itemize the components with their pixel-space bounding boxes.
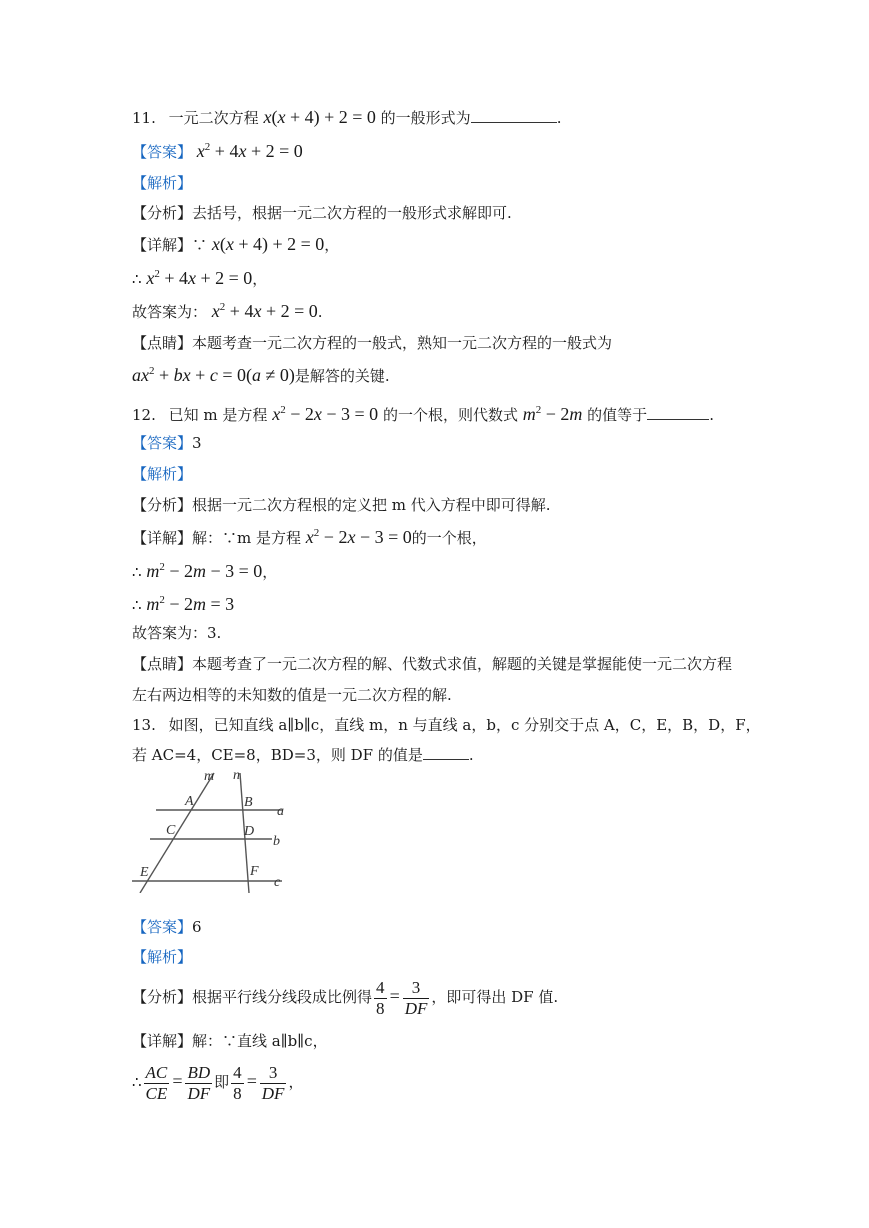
label-m: m <box>204 769 215 784</box>
label-a: a <box>277 804 284 819</box>
q12-dianjing: 【点睛】本题考查了一元二次方程的解、代数式求值，解题的关键是掌握能使一元二次方程 <box>132 655 733 673</box>
q13-answer: 【答案】6 <box>132 918 202 936</box>
q12-fenxi: 【分析】根据一元二次方程根的定义把 m 代入方程中即可得解. <box>132 496 551 514</box>
fraction-3-DF-b: $\frac{3}{DF}$ <box>261 1062 285 1103</box>
q12-analysis-tag: 【解析】 <box>132 465 193 483</box>
q13-detail: 【详解】解：∵直线 a∥b∥c， <box>132 1032 328 1050</box>
parallel-lines-figure <box>132 767 292 897</box>
label-D: D <box>244 824 255 839</box>
label-F: F <box>250 864 259 879</box>
label-B: B <box>244 795 253 810</box>
q13-fenxi: 【分析】根据平行线分线段成比例得 $\frac{4}{8}$ = $\frac{3}{DF}$ ，即可得出 DF 值. <box>132 977 559 1018</box>
q11-so-answer: 故答案为： $x^2 + 4x + 2 = 0$. <box>132 301 323 321</box>
answer-blank <box>471 108 557 123</box>
figure-svg <box>132 767 292 893</box>
label-C: C <box>166 823 176 838</box>
q13-number: 13. <box>132 716 156 734</box>
fraction-4-8-b: $\frac{4}{8}$ <box>233 1062 242 1103</box>
label-A: A <box>185 794 194 809</box>
q12-step-1: ∴ $m^2 - 2m - 3 = 0$， <box>132 561 278 581</box>
q12-number: 12. <box>132 406 156 424</box>
fraction-3-DF: $\frac{3}{DF}$ <box>404 977 428 1018</box>
label-n: n <box>233 768 240 783</box>
q13-stem: 13. 如图，已知直线 a∥b∥c，直线 m，n 与直线 a，b，c 分别交于点 A，C，E，B，D，F， <box>132 716 761 734</box>
q11-detail: 【详解】∵ x(x + 4) + 2 = 0， <box>132 234 340 254</box>
label-E: E <box>140 865 149 880</box>
q12-step-2: ∴ $m^2 - 2m = 3$ <box>132 594 235 614</box>
q11-dianjing: 【点睛】本题考查一元二次方程的一般式，熟知一元二次方程的一般式为 <box>132 334 613 352</box>
q11-number: 11. <box>132 109 156 127</box>
q12-dianjing-2: 左右两边相等的未知数的值是一元二次方程的解. <box>132 686 452 704</box>
q11-fenxi: 【分析】去括号，根据一元二次方程的一般形式求解即可. <box>132 204 512 222</box>
q11-equation: x(x + 4) + 2 = 0 <box>263 107 376 127</box>
q11-analysis-tag: 【解析】 <box>132 174 193 192</box>
q12-detail: 【详解】解：∵m 是方程 $x^2 - 2x - 3 = 0$的一个根， <box>132 527 487 547</box>
q11-dianjing-2: $ax^2$ + bx + c = 0(a ≠ 0)是解答的关键. <box>132 365 390 385</box>
q13-step: ∴ $\frac{AC}{CE}$ = $\frac{BD}{DF}$ 即 $\frac{4}{8}$ = $\frac{3}{DF}$ ， <box>132 1062 304 1103</box>
fraction-BD-DF: $\frac{BD}{DF}$ <box>187 1062 211 1103</box>
line-m <box>140 773 214 893</box>
answer-blank <box>423 745 469 760</box>
fraction-AC-CE: $\frac{AC}{CE}$ <box>145 1062 168 1103</box>
q13-stem-2: 若 AC=4，CE=8，BD=3，则 DF 的值是 . <box>132 746 474 764</box>
q11-answer: 【答案】 $x^2 + 4x + 2 = 0$ <box>132 141 303 161</box>
q13-analysis-tag: 【解析】 <box>132 948 193 966</box>
q11-step: ∴ $x^2 + 4x + 2 = 0$， <box>132 268 268 288</box>
q12-so-answer: 故答案为：3. <box>132 624 222 642</box>
label-b: b <box>273 834 280 849</box>
q12-answer: 【答案】3 <box>132 434 202 452</box>
q11-stem: 11. 一元二次方程 x(x + 4) + 2 = 0 的一般形式为 . <box>132 107 562 127</box>
fraction-4-8: $\frac{4}{8}$ <box>376 977 385 1018</box>
answer-blank <box>647 405 709 420</box>
q12-stem: 12. 已知 m 是方程 $x^2 - 2x - 3 = 0$ 的一个根，则代数式 $m^2 - 2m$ 的值等于 . <box>132 404 714 424</box>
label-c: c <box>274 875 281 890</box>
answer-tag: 【答案】 <box>132 143 193 161</box>
